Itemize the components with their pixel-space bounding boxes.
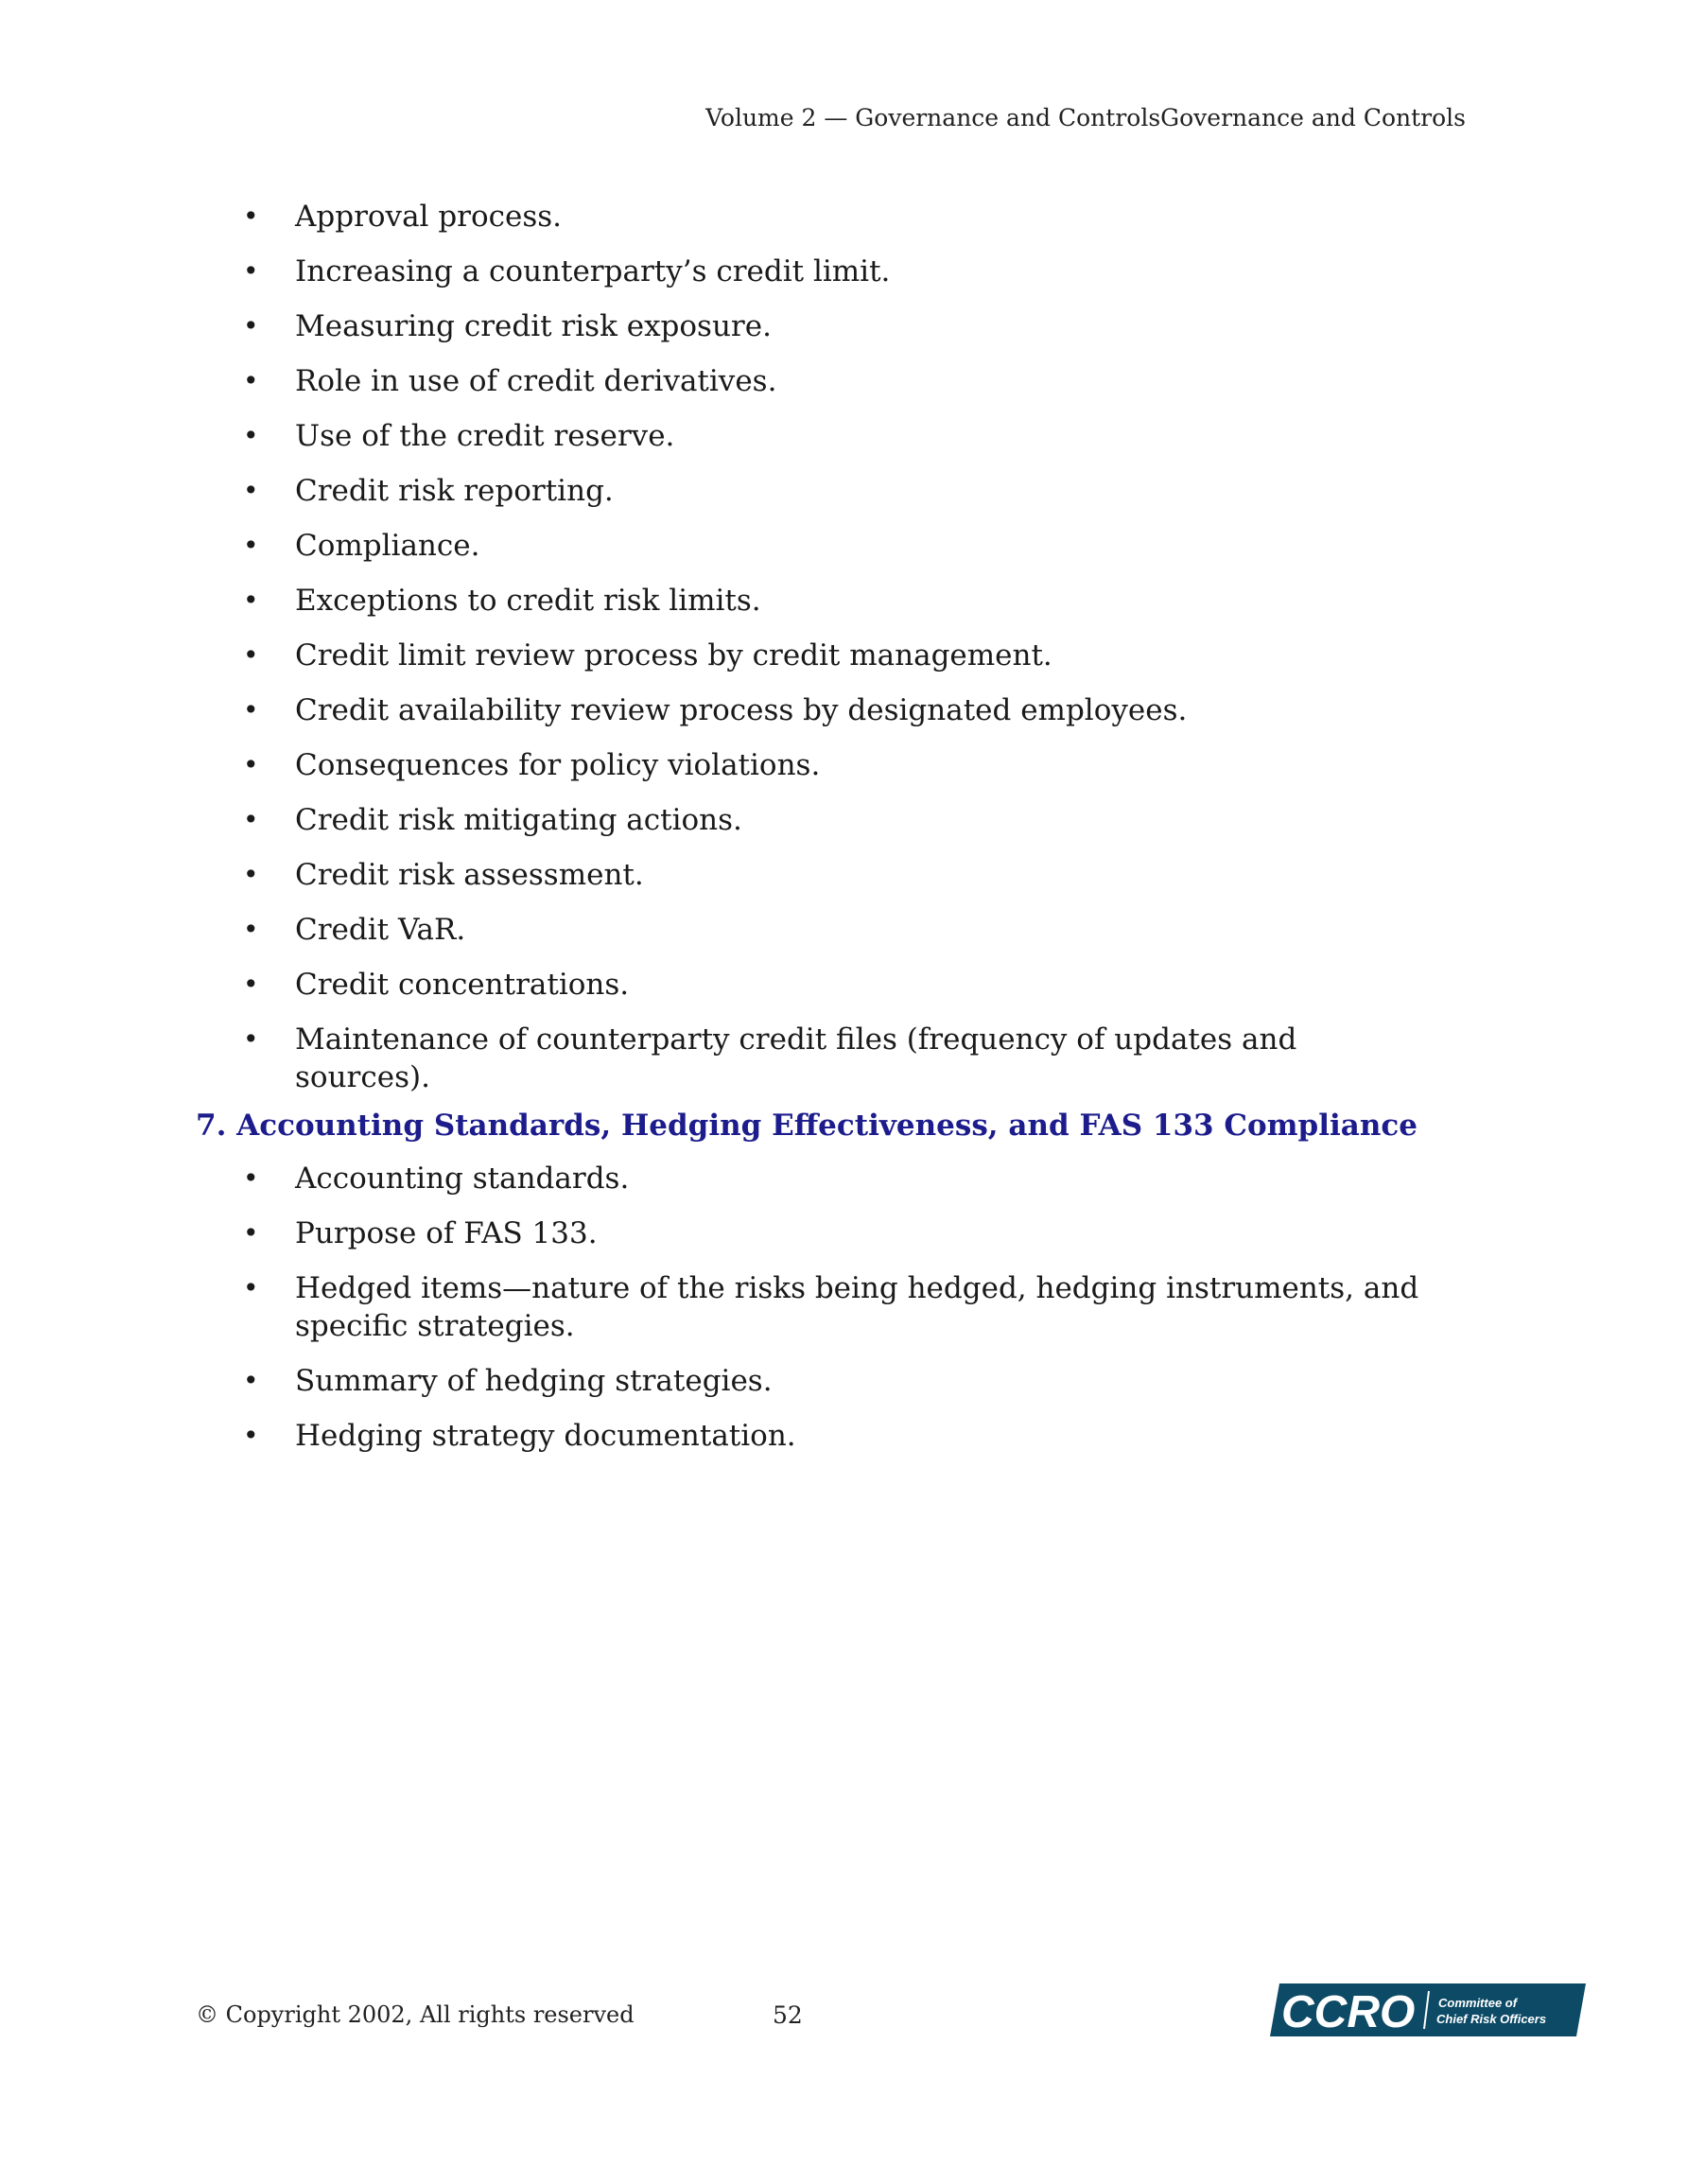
bullet-icon: •: [243, 969, 259, 1000]
bullet-icon: •: [243, 1365, 259, 1396]
bullet-icon: •: [243, 749, 259, 780]
bullet-icon: •: [243, 639, 259, 671]
list-item-text: Increasing a counterparty’s credit limit.: [295, 254, 891, 288]
bullet-icon: •: [243, 365, 259, 396]
logo-wordmark: CCRO: [1281, 1987, 1416, 2036]
list-item: [0, 362, 1430, 400]
list-item: [0, 1362, 1430, 1400]
bullet-icon: •: [243, 530, 259, 561]
ccro-logo: [1270, 1983, 1586, 2036]
list-item-text: Purpose of FAS 133.: [295, 1216, 598, 1250]
list-item: [0, 746, 1430, 784]
list-item-text: Use of the credit reserve.: [295, 419, 675, 453]
bullet-icon: •: [243, 1162, 259, 1194]
list-item-text: Compliance.: [295, 529, 480, 563]
list-item: [0, 198, 1430, 236]
bullet-icon: •: [243, 1023, 259, 1055]
bullet-icon: •: [243, 475, 259, 506]
ccro-logo-graphic: [1270, 1983, 1586, 2036]
list-item-text: Credit risk mitigating actions.: [295, 803, 742, 837]
list-item-text: Credit concentrations.: [295, 968, 630, 1002]
list-item-text: Approval process.: [295, 200, 563, 234]
page-number: 52: [773, 2001, 803, 2029]
list-item: [0, 1021, 1430, 1096]
list-item: [0, 1269, 1430, 1345]
list-item-text: Summary of hedging strategies.: [295, 1364, 773, 1398]
bullet-icon: •: [243, 420, 259, 451]
list-item-text: Credit risk assessment.: [295, 858, 644, 892]
list-item: [0, 1214, 1430, 1252]
bullet-icon: •: [243, 255, 259, 287]
list-item: [0, 911, 1430, 949]
list-item-text: Hedged items—nature of the risks being hedged, hedging instruments, and specific strategies.: [295, 1271, 1419, 1343]
list-item-text: Accounting standards.: [295, 1162, 630, 1196]
bullet-icon: •: [243, 804, 259, 835]
list-item-text: Maintenance of counterparty credit files (frequency of updates and sources).: [295, 1022, 1297, 1094]
bullet-icon: •: [243, 585, 259, 616]
copyright-notice: © Copyright 2002, All rights reserved: [196, 2001, 635, 2028]
bullet-icon: •: [243, 694, 259, 725]
list-item: [0, 417, 1430, 455]
logo-subtext-2: Chief Risk Officers: [1436, 2012, 1547, 2026]
list-item: [0, 253, 1430, 290]
list-item-text: Role in use of credit derivatives.: [295, 364, 777, 398]
bullet-icon: •: [243, 859, 259, 890]
bullet-icon: •: [243, 914, 259, 945]
list-item-text: Hedging strategy documentation.: [295, 1419, 796, 1453]
section-heading: 7. Accounting Standards, Hedging Effectiveness, and FAS 133 Compliance: [196, 1109, 1417, 1143]
list-item-text: Credit availability review process by designated employees.: [295, 693, 1188, 727]
bullet-icon: •: [243, 201, 259, 232]
list-item: [0, 527, 1430, 565]
list-item: [0, 966, 1430, 1004]
bullet-icon: •: [243, 1217, 259, 1249]
accounting-list: [0, 1160, 1430, 1472]
bullet-icon: •: [243, 1420, 259, 1451]
list-item-text: Exceptions to credit risk limits.: [295, 584, 761, 618]
list-item-text: Measuring credit risk exposure.: [295, 309, 772, 343]
bullet-icon: •: [243, 1272, 259, 1303]
list-item: [0, 801, 1430, 839]
list-item-text: Credit limit review process by credit management.: [295, 638, 1052, 673]
running-header: Volume 2 — Governance and ControlsGovernance and Controls: [705, 104, 1466, 131]
bullet-icon: •: [243, 310, 259, 341]
list-item: [0, 691, 1430, 729]
list-item-text: Credit risk reporting.: [295, 474, 614, 508]
list-item: [0, 1160, 1430, 1197]
list-item: [0, 637, 1430, 674]
list-item-text: Credit VaR.: [295, 913, 466, 947]
list-item: [0, 856, 1430, 894]
list-item: [0, 1417, 1430, 1455]
list-item: [0, 582, 1430, 620]
list-item-text: Consequences for policy violations.: [295, 748, 821, 782]
credit-policy-list: [0, 198, 1430, 1113]
list-item: [0, 307, 1430, 345]
logo-subtext-1: Committee of: [1438, 1996, 1518, 2010]
list-item: [0, 472, 1430, 510]
